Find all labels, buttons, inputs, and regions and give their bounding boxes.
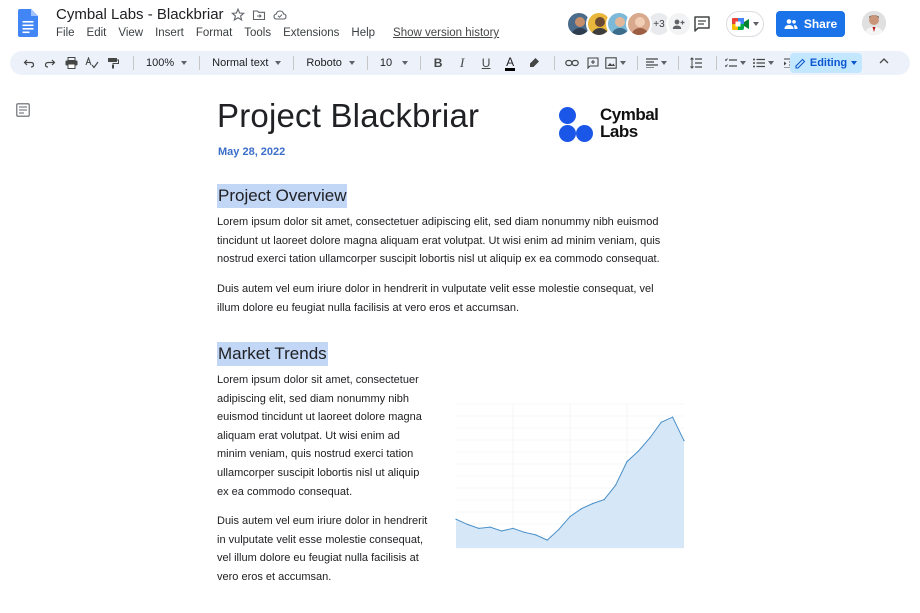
chevron-down-icon	[181, 61, 187, 65]
document-heading[interactable]: Project Blackbriar	[217, 97, 480, 134]
docs-logo-icon[interactable]	[18, 9, 38, 37]
undo-icon	[23, 57, 35, 69]
bulleted-list-button[interactable]	[753, 53, 774, 73]
chart-point	[467, 524, 468, 525]
line-spacing-button[interactable]	[687, 53, 705, 73]
collaborator-avatars	[566, 11, 692, 37]
chart-point	[581, 508, 582, 509]
menu-extensions[interactable]: Extensions	[283, 27, 340, 39]
italic-button[interactable]: I	[459, 55, 465, 70]
align-left-icon	[646, 58, 658, 68]
line-spacing-icon	[690, 57, 702, 69]
user-photo-icon	[862, 11, 886, 35]
star-icon[interactable]	[231, 8, 245, 22]
chart-point	[626, 461, 627, 462]
paragraph[interactable]: Duis autem vel eum iriure dolor in hendrerit in vulputate velit esse molestie consequat, vel illum dolore eu feugiat nulla facilisis at vero eros et accumsan.	[217, 283, 654, 314]
menu-help[interactable]: Help	[351, 27, 376, 39]
paragraph-style-value: Normal text	[212, 57, 269, 69]
bulleted-list-icon	[753, 58, 765, 68]
add-collaborator-button[interactable]	[666, 11, 692, 37]
section-heading-overview[interactable]: Project Overview	[217, 184, 347, 208]
highlighter-icon	[528, 57, 540, 69]
section-heading-market-trends[interactable]: Market Trends	[217, 342, 328, 366]
market-trends-chart[interactable]	[444, 398, 687, 555]
chart-point	[490, 526, 491, 527]
menu-edit[interactable]: Edit	[86, 27, 107, 39]
toolbar-divider	[678, 56, 679, 70]
chart-point	[455, 519, 456, 520]
add-comment-icon	[587, 57, 599, 69]
align-button[interactable]	[646, 53, 667, 73]
chevron-down-icon	[740, 61, 746, 65]
chart-point	[524, 532, 525, 533]
chart-point	[604, 499, 605, 500]
editing-mode-button[interactable]	[790, 53, 862, 73]
chevron-up-icon[interactable]	[878, 55, 890, 67]
paragraph[interactable]: Duis autem vel eum iriure dolor in hendrerit in vulputate velit esse molestie consequat, vel illum dolore eu feugiat nulla facilisis at vero eros et accumsan.	[217, 515, 428, 583]
chart-point	[672, 416, 673, 417]
toolbar-divider	[133, 56, 134, 70]
share-button[interactable]	[776, 11, 845, 37]
chart-point	[661, 422, 662, 423]
toolbar-divider	[554, 56, 555, 70]
document-title[interactable]: Cymbal Labs - Blackbriar	[56, 6, 224, 23]
version-history-link[interactable]: Show version history	[393, 27, 500, 39]
font-size-select[interactable]	[376, 53, 412, 73]
checklist-icon	[725, 58, 737, 68]
chart-point	[478, 528, 479, 529]
chart-point	[649, 437, 650, 438]
font-value: Roboto	[306, 57, 342, 69]
logo-circle	[576, 125, 593, 142]
chart-point	[592, 503, 593, 504]
account-avatar[interactable]	[862, 11, 886, 35]
chart-point	[547, 540, 548, 541]
share-label: Share	[803, 17, 838, 31]
toolbar-divider	[367, 56, 368, 70]
collaborator-avatar[interactable]	[626, 11, 652, 37]
formatting-toolbar	[10, 51, 910, 75]
toolbar-divider	[637, 56, 638, 70]
chevron-down-icon	[349, 61, 355, 65]
menu-tools[interactable]: Tools	[244, 27, 272, 39]
undo-button[interactable]	[20, 53, 38, 73]
zoom-value: 100%	[146, 57, 175, 69]
redo-icon	[44, 57, 56, 69]
document-outline-icon[interactable]	[16, 103, 30, 117]
chart-point	[501, 530, 502, 531]
highlight-color-button[interactable]	[525, 53, 543, 73]
zoom-select[interactable]	[142, 53, 191, 73]
menu-insert[interactable]: Insert	[155, 27, 184, 39]
paint-format-button[interactable]	[104, 53, 122, 73]
paragraph-style-select[interactable]	[208, 53, 285, 73]
chart-point	[558, 529, 559, 530]
insert-comment-button[interactable]	[584, 53, 602, 73]
text-color-button[interactable]	[501, 53, 519, 73]
chevron-down-icon	[402, 61, 408, 65]
print-icon	[65, 57, 78, 69]
print-button[interactable]	[62, 53, 80, 73]
image-icon	[605, 57, 617, 69]
menu-format[interactable]: Format	[195, 27, 233, 39]
editing-mode-label: Editing	[809, 57, 848, 69]
paragraph[interactable]: Lorem ipsum dolor sit amet, consectetuer adipiscing elit, sed diam nonummy nibh euismod tincidunt ut laoreet dolore magna aliquam erat volutpat. Ut wisi enim ad minim veniam, quis nostrud exerci tation ullamcorper suscipit lobortis nisl ut aliquip ex ea commodo consequat.	[217, 216, 661, 266]
chevron-down-icon	[753, 22, 759, 26]
chart-point	[535, 534, 536, 535]
pencil-icon	[795, 58, 806, 69]
insert-image-button[interactable]	[605, 53, 626, 73]
chart-point	[683, 440, 684, 441]
chart-point	[569, 516, 570, 517]
chevron-down-icon	[768, 61, 774, 65]
chevron-down-icon	[275, 61, 281, 65]
text-color-letter: A	[506, 54, 515, 69]
menu-bar	[56, 27, 499, 39]
logo-text-line: Labs	[600, 122, 638, 141]
meet-button[interactable]	[726, 11, 764, 37]
more-collaborators-badge[interactable]: +3	[646, 11, 672, 37]
chevron-down-icon	[620, 61, 626, 65]
comment-history-icon[interactable]	[692, 14, 712, 34]
bold-button[interactable]: B	[433, 56, 443, 70]
redo-button[interactable]	[41, 53, 59, 73]
checklist-button[interactable]	[725, 53, 746, 73]
paint-format-icon	[107, 57, 119, 69]
meet-icon	[732, 17, 750, 31]
font-select[interactable]	[302, 53, 358, 73]
logo-text	[600, 106, 658, 140]
spellcheck-icon	[85, 57, 99, 69]
link-icon	[565, 58, 579, 68]
toolbar-divider	[199, 56, 200, 70]
toolbar-divider	[420, 56, 421, 70]
insert-link-button[interactable]	[563, 53, 581, 73]
paragraph[interactable]: Lorem ipsum dolor sit amet, consectetuer adipiscing elit, sed diam nonummy nibh euismod tincidunt ut laoreet dolore magna aliquam erat volutpat. Ut wisi enim ad minim veniam, quis nostrud exerci tation ullamcorper suscipit lobortis nisl ut aliquip ex ea commodo consequat.	[217, 374, 422, 498]
document-date[interactable]: May 28, 2022	[218, 146, 286, 158]
toolbar-divider	[293, 56, 294, 70]
chart-point	[512, 528, 513, 529]
logo-text-line: Cymbal	[600, 105, 659, 124]
cloud-saved-icon[interactable]	[273, 8, 287, 22]
toolbar-divider	[716, 56, 717, 70]
chart-point	[638, 451, 639, 452]
menu-file[interactable]: File	[56, 27, 75, 39]
menu-view[interactable]: View	[118, 27, 144, 39]
person-add-icon	[672, 17, 686, 31]
logo-circle	[559, 107, 576, 124]
chevron-down-icon	[661, 61, 667, 65]
app-header	[0, 0, 920, 48]
underline-button[interactable]: U	[481, 56, 491, 70]
people-icon	[784, 18, 798, 30]
font-size-value: 10	[379, 57, 393, 69]
chart-point	[615, 485, 616, 486]
spellcheck-button[interactable]	[83, 53, 101, 73]
move-folder-icon[interactable]	[252, 8, 266, 22]
logo-circle	[559, 125, 576, 142]
chevron-down-icon	[851, 61, 857, 65]
